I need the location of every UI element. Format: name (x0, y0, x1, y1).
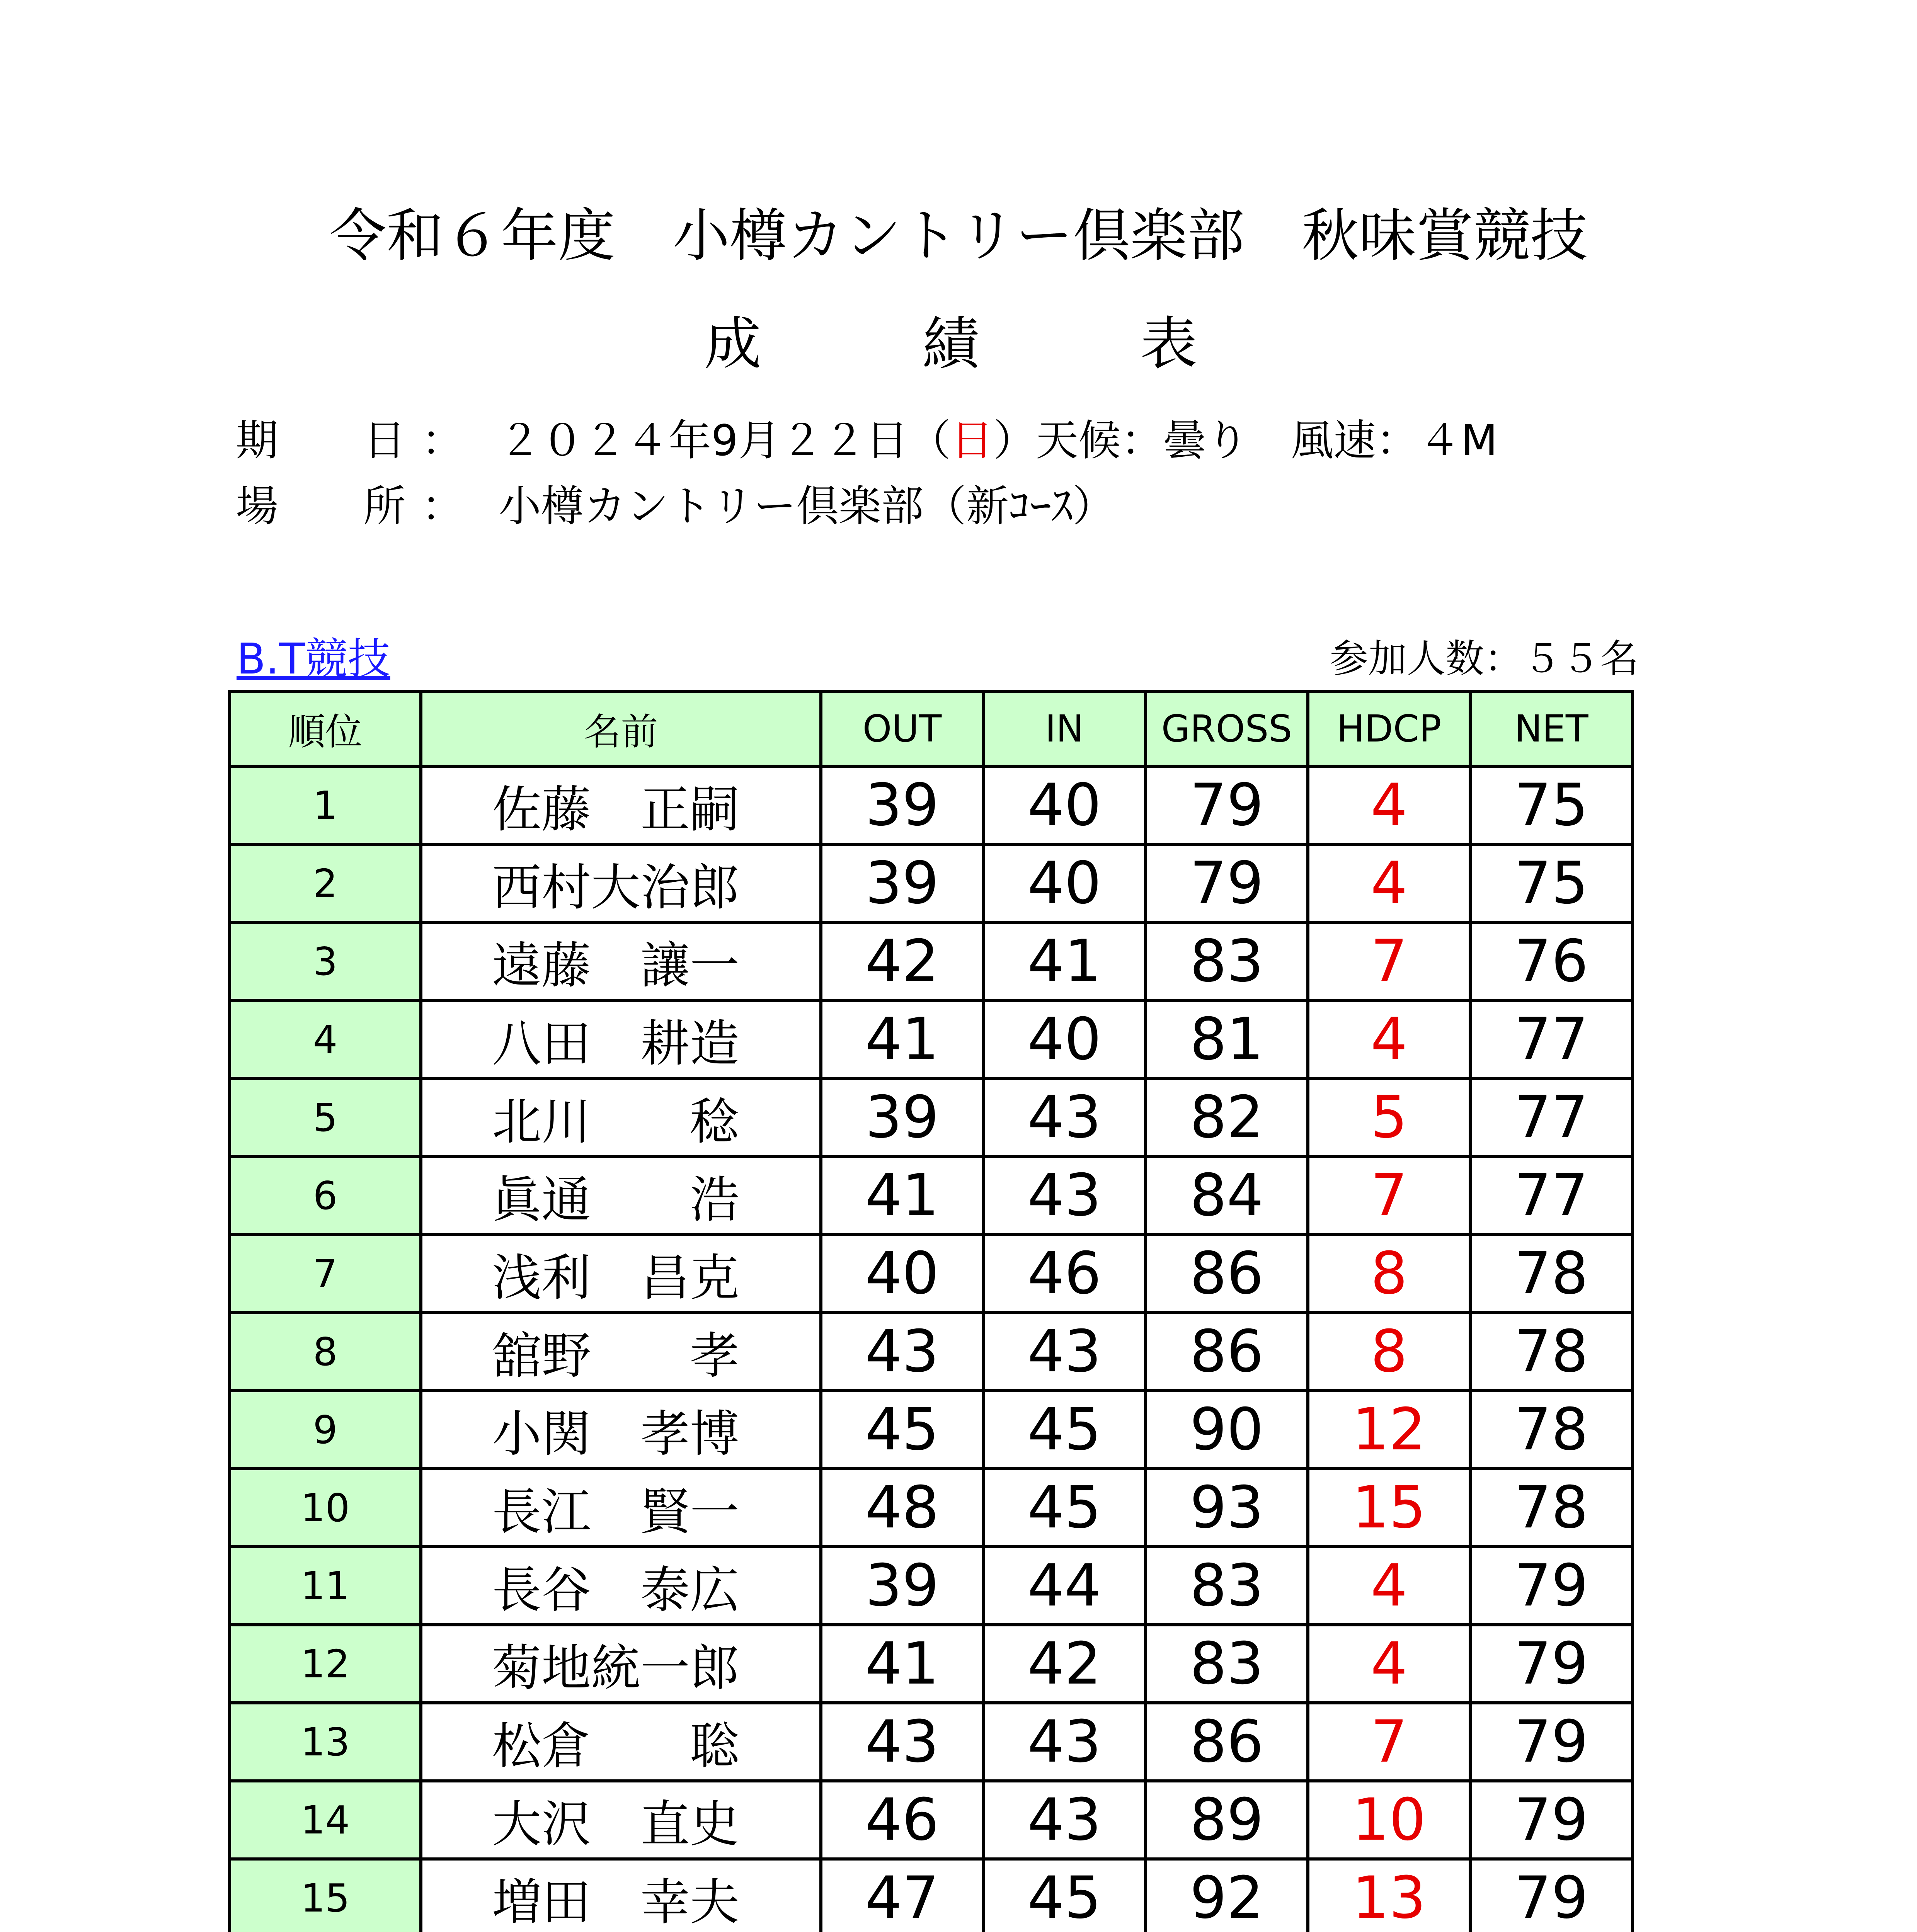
player-name-cell: 北川 稔 (421, 1078, 821, 1156)
player-name-cell: 大沢 直史 (421, 1781, 821, 1859)
handicap-cell: 7 (1308, 922, 1470, 1000)
gross-score-cell: 83 (1146, 1625, 1308, 1703)
gross-score-cell: 86 (1146, 1703, 1308, 1781)
in-score-cell: 44 (983, 1547, 1146, 1625)
date-info (236, 413, 1498, 468)
place-label: 場 所 (236, 481, 406, 531)
out-score-cell: 41 (821, 1000, 983, 1078)
gross-score-cell: 93 (1146, 1469, 1308, 1547)
gross-score-cell: 81 (1146, 1000, 1308, 1078)
page-subtitle: 成 績 表 (704, 311, 1213, 377)
net-score-cell: 75 (1470, 766, 1633, 844)
net-score-cell: 79 (1470, 1703, 1633, 1781)
column-header-gross: GROSS (1146, 691, 1308, 766)
in-score-cell: 43 (983, 1781, 1146, 1859)
gross-score-cell: 86 (1146, 1235, 1308, 1313)
out-score-cell: 41 (821, 1156, 983, 1235)
in-score-cell: 46 (983, 1235, 1146, 1313)
out-score-cell: 39 (821, 1078, 983, 1156)
place-info (236, 479, 1115, 533)
net-score-cell: 78 (1470, 1469, 1633, 1547)
net-score-cell: 78 (1470, 1391, 1633, 1469)
player-name-cell: 長江 賢一 (421, 1469, 821, 1547)
net-score-cell: 78 (1470, 1313, 1633, 1391)
column-header-hdcp: HDCP (1308, 691, 1470, 766)
handicap-cell: 7 (1308, 1703, 1470, 1781)
rank-cell: 6 (230, 1156, 421, 1235)
rank-cell: 15 (230, 1859, 421, 1932)
player-name-cell: 浅利 昌克 (421, 1235, 821, 1313)
page-title: 令和６年度 小樽カントリー倶楽部 秋味賞競技 (329, 202, 1588, 269)
out-score-cell: 48 (821, 1469, 983, 1547)
handicap-cell: 4 (1308, 1000, 1470, 1078)
rank-cell: 8 (230, 1313, 421, 1391)
gross-score-cell: 82 (1146, 1078, 1308, 1156)
section-title: B.T競技 (237, 634, 390, 684)
table-row (230, 1000, 1633, 1078)
table-row (230, 1547, 1633, 1625)
gross-score-cell: 89 (1146, 1781, 1308, 1859)
in-score-cell: 40 (983, 844, 1146, 922)
in-score-cell: 41 (983, 922, 1146, 1000)
date-colon: ： (421, 416, 464, 465)
in-score-cell: 43 (983, 1078, 1146, 1156)
out-score-cell: 39 (821, 1547, 983, 1625)
net-score-cell: 77 (1470, 1078, 1633, 1156)
in-score-cell: 40 (983, 766, 1146, 844)
handicap-cell: 4 (1308, 766, 1470, 844)
table-row (230, 1703, 1633, 1781)
net-score-cell: 76 (1470, 922, 1633, 1000)
rank-cell: 14 (230, 1781, 421, 1859)
net-score-cell: 79 (1470, 1625, 1633, 1703)
player-name-cell: 八田 耕造 (421, 1000, 821, 1078)
column-header-in: IN (983, 691, 1146, 766)
net-score-cell: 79 (1470, 1781, 1633, 1859)
date-value-prefix: ２０２４年9月２２日（ (499, 416, 951, 465)
table-row (230, 1625, 1633, 1703)
table-row (230, 1313, 1633, 1391)
net-score-cell: 77 (1470, 1000, 1633, 1078)
column-header-name: 名前 (421, 691, 821, 766)
out-score-cell: 43 (821, 1313, 983, 1391)
out-score-cell: 42 (821, 922, 983, 1000)
handicap-cell: 7 (1308, 1156, 1470, 1235)
handicap-cell: 8 (1308, 1235, 1470, 1313)
table-row (230, 844, 1633, 922)
rank-cell: 10 (230, 1469, 421, 1547)
column-header-out: OUT (821, 691, 983, 766)
in-score-cell: 43 (983, 1156, 1146, 1235)
place-colon: ： (421, 481, 464, 531)
handicap-cell: 12 (1308, 1391, 1470, 1469)
rank-cell: 13 (230, 1703, 421, 1781)
net-score-cell: 75 (1470, 844, 1633, 922)
out-score-cell: 46 (821, 1781, 983, 1859)
rank-cell: 9 (230, 1391, 421, 1469)
net-score-cell: 78 (1470, 1235, 1633, 1313)
net-score-cell: 79 (1470, 1547, 1633, 1625)
handicap-cell: 5 (1308, 1078, 1470, 1156)
gross-score-cell: 83 (1146, 922, 1308, 1000)
handicap-cell: 4 (1308, 1625, 1470, 1703)
rank-cell: 2 (230, 844, 421, 922)
table-row (230, 1391, 1633, 1469)
player-name-cell: 長谷 泰広 (421, 1547, 821, 1625)
out-score-cell: 41 (821, 1625, 983, 1703)
table-row (230, 1469, 1633, 1547)
out-score-cell: 39 (821, 844, 983, 922)
gross-score-cell: 86 (1146, 1313, 1308, 1391)
rank-cell: 5 (230, 1078, 421, 1156)
rank-cell: 11 (230, 1547, 421, 1625)
net-score-cell: 79 (1470, 1859, 1633, 1932)
rank-cell: 7 (230, 1235, 421, 1313)
out-score-cell: 43 (821, 1703, 983, 1781)
table-row (230, 766, 1633, 844)
in-score-cell: 45 (983, 1469, 1146, 1547)
player-name-cell: 西村大治郎 (421, 844, 821, 922)
gross-score-cell: 83 (1146, 1547, 1308, 1625)
player-name-cell: 小関 孝博 (421, 1391, 821, 1469)
player-name-cell: 菊地統一郎 (421, 1625, 821, 1703)
gross-score-cell: 79 (1146, 766, 1308, 844)
player-name-cell: 松倉 聡 (421, 1703, 821, 1781)
table-row (230, 1156, 1633, 1235)
table-row (230, 1078, 1633, 1156)
table-row (230, 922, 1633, 1000)
gross-score-cell: 92 (1146, 1859, 1308, 1932)
rank-cell: 1 (230, 766, 421, 844)
gross-score-cell: 90 (1146, 1391, 1308, 1469)
date-weekday: 日 (950, 416, 993, 465)
table-row (230, 1235, 1633, 1313)
player-name-cell: 増田 幸夫 (421, 1859, 821, 1932)
gross-score-cell: 79 (1146, 844, 1308, 922)
rank-cell: 12 (230, 1625, 421, 1703)
in-score-cell: 42 (983, 1625, 1146, 1703)
out-score-cell: 40 (821, 1235, 983, 1313)
player-name-cell: 眞通 浩 (421, 1156, 821, 1235)
participant-count: 参加人数：５５名 (1330, 636, 1639, 681)
handicap-cell: 13 (1308, 1859, 1470, 1932)
table-row (230, 1859, 1633, 1932)
in-score-cell: 45 (983, 1391, 1146, 1469)
gross-score-cell: 84 (1146, 1156, 1308, 1235)
net-score-cell: 77 (1470, 1156, 1633, 1235)
rank-cell: 3 (230, 922, 421, 1000)
date-value-suffix: ）天候：曇り 風速：４M (993, 416, 1498, 465)
player-name-cell: 佐藤 正嗣 (421, 766, 821, 844)
handicap-cell: 15 (1308, 1469, 1470, 1547)
handicap-cell: 10 (1308, 1781, 1470, 1859)
in-score-cell: 43 (983, 1313, 1146, 1391)
table-header-row (230, 691, 1633, 766)
in-score-cell: 43 (983, 1703, 1146, 1781)
handicap-cell: 4 (1308, 844, 1470, 922)
table-row (230, 1781, 1633, 1859)
column-header-net: NET (1470, 691, 1633, 766)
rank-cell: 4 (230, 1000, 421, 1078)
date-label: 期 日 (236, 416, 406, 465)
column-header-rank: 順位 (230, 691, 421, 766)
player-name-cell: 遠藤 讓一 (421, 922, 821, 1000)
place-value: 小樽カントリー倶楽部（新ｺｰｽ） (499, 481, 1115, 531)
handicap-cell: 4 (1308, 1547, 1470, 1625)
in-score-cell: 40 (983, 1000, 1146, 1078)
out-score-cell: 45 (821, 1391, 983, 1469)
results-table (228, 690, 1634, 1932)
player-name-cell: 舘野 孝 (421, 1313, 821, 1391)
in-score-cell: 45 (983, 1859, 1146, 1932)
handicap-cell: 8 (1308, 1313, 1470, 1391)
out-score-cell: 47 (821, 1859, 983, 1932)
out-score-cell: 39 (821, 766, 983, 844)
